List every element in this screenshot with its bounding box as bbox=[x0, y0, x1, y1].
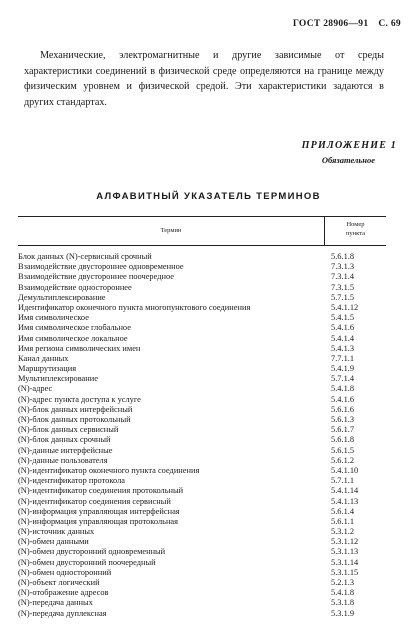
term-text: Канал данных bbox=[18, 353, 69, 363]
terms-list bbox=[18, 252, 386, 619]
clause-number: 5.2.1.3 bbox=[331, 578, 355, 587]
clause-number: 5.3.1.2 bbox=[331, 527, 355, 537]
term-text: Блок данных (N)-сервисный срочный bbox=[18, 252, 152, 261]
term-text: (N)-передача дуплексная bbox=[18, 608, 107, 618]
term-text: (N)-блок данных протокольный bbox=[18, 415, 131, 424]
clause-number: 5.4.1.12 bbox=[331, 302, 359, 312]
clause-number: 5.4.1.9 bbox=[331, 364, 355, 374]
term-text: (N)-блок данных сервисный bbox=[18, 425, 119, 435]
clause-number: 5.4.1.6 bbox=[331, 323, 355, 333]
clause-number: 5.6.1.7 bbox=[331, 425, 355, 435]
term-text: Имя символическое bbox=[18, 313, 89, 323]
clause-number: 7.3.1.4 bbox=[331, 272, 355, 282]
column-header-number bbox=[325, 220, 386, 238]
term-text: Демультиплексирование bbox=[18, 292, 106, 302]
term-text: (N)-идентификатор соединения сервисный bbox=[18, 496, 171, 506]
clause-number: 5.7.1.4 bbox=[331, 374, 355, 384]
term-text: Имя символическое глобальное bbox=[18, 323, 131, 333]
table-row bbox=[18, 334, 386, 344]
table-row bbox=[18, 425, 386, 435]
table-row bbox=[18, 507, 386, 517]
term-text: (N)-идентификатор протокола bbox=[18, 476, 125, 486]
term-text: (N)-отображение адресов bbox=[18, 588, 109, 598]
term-text: (N)-информация управляющая интерфейсная bbox=[18, 506, 180, 516]
table-row bbox=[18, 537, 386, 547]
table-row bbox=[18, 415, 386, 425]
table-row bbox=[18, 395, 386, 405]
clause-number: 5.3.1.12 bbox=[331, 537, 359, 547]
table-row bbox=[18, 252, 386, 262]
table-row bbox=[18, 283, 386, 293]
page-header bbox=[293, 19, 401, 29]
clause-number: 7.3.1.5 bbox=[331, 282, 355, 292]
table-row bbox=[18, 303, 386, 313]
table-row bbox=[18, 405, 386, 415]
clause-number: 5.6.1.8 bbox=[331, 252, 355, 261]
table-row bbox=[18, 466, 386, 476]
table-row bbox=[18, 354, 386, 364]
intro-paragraph: Механические, электромагнитные и другие зависимые от среды характеристики соединений в физической среде определяются на границе между физическим уровнем и физической средой. Эти характеристики задаются в других стандартах. bbox=[24, 50, 384, 108]
term-text: (N)-данные пользователя bbox=[18, 455, 108, 465]
clause-number: 5.6.1.3 bbox=[331, 415, 355, 424]
clause-number: 5.4.1.14 bbox=[331, 486, 359, 496]
table-row bbox=[18, 588, 386, 598]
table-row bbox=[18, 364, 386, 374]
clause-number: 5.7.1.1 bbox=[331, 476, 355, 486]
term-text: (N)-блок данных интерфейсный bbox=[18, 404, 133, 414]
term-text: Идентификатор оконечного пункта многопунктового соединения bbox=[18, 302, 251, 312]
clause-number: 5.4.1.8 bbox=[331, 588, 355, 598]
clause-number: 5.6.1.8 bbox=[331, 435, 355, 445]
table-row bbox=[18, 578, 386, 588]
table-row bbox=[18, 262, 386, 272]
appendix-label: ПРИЛОЖЕНИЕ 1 bbox=[301, 140, 397, 151]
term-text: (N)-обмен двусторонний поочередный bbox=[18, 557, 156, 567]
term-text: (N)-обмен данными bbox=[18, 537, 89, 547]
clause-number: 5.3.1.15 bbox=[331, 567, 359, 577]
table-row bbox=[18, 344, 386, 354]
term-text: (N)-идентификатор соединения протокольный bbox=[18, 486, 184, 496]
term-text: Имя символическое локальное bbox=[18, 333, 128, 343]
table-row bbox=[18, 374, 386, 384]
term-text: (N)-обмен односторонний bbox=[18, 567, 112, 577]
table-row bbox=[18, 476, 386, 486]
clause-number: 5.4.1.4 bbox=[331, 333, 355, 343]
term-text: (N)-передача данных bbox=[18, 598, 93, 608]
table-header bbox=[18, 216, 386, 246]
table-row bbox=[18, 527, 386, 537]
column-header-number-line2: пункта bbox=[345, 230, 366, 237]
clause-number: 5.3.1.14 bbox=[331, 557, 359, 567]
term-text: Имя региона символических имен bbox=[18, 343, 141, 353]
term-text: Мультиплексирование bbox=[18, 374, 98, 384]
table-row bbox=[18, 293, 386, 303]
clause-number: 5.7.1.5 bbox=[331, 292, 355, 302]
appendix-status: Обязательное bbox=[321, 155, 375, 165]
clause-number: 5.4.1.8 bbox=[331, 384, 355, 394]
term-text: (N)-объект логический bbox=[18, 578, 100, 587]
clause-number: 5.4.1.5 bbox=[331, 313, 355, 323]
clause-number: 5.3.1.8 bbox=[331, 598, 355, 608]
clause-number: 5.6.1.5 bbox=[331, 445, 355, 455]
standard-number: ГОСТ 28906—91 bbox=[292, 19, 369, 29]
page-number: С. 69 bbox=[378, 19, 401, 29]
clause-number: 5.6.1.6 bbox=[331, 404, 355, 414]
term-text: (N)-блок данных срочный bbox=[18, 435, 111, 445]
table-row bbox=[18, 272, 386, 282]
term-text: (N)-адрес bbox=[18, 384, 53, 394]
clause-number: 5.6.1.4 bbox=[331, 506, 355, 516]
clause-number: 5.6.1.2 bbox=[331, 455, 355, 465]
clause-number: 5.3.1.9 bbox=[331, 608, 355, 618]
table-row bbox=[18, 547, 386, 557]
term-text: (N)-адрес пункта доступа к услуге bbox=[18, 394, 141, 404]
table-row bbox=[18, 486, 386, 496]
term-text: (N)-данные интерфейсные bbox=[18, 445, 113, 455]
clause-number: 5.4.1.6 bbox=[331, 394, 355, 404]
table-row bbox=[18, 446, 386, 456]
table-row bbox=[18, 558, 386, 568]
term-text: Взаимодействие двустороннее одновременное bbox=[18, 262, 184, 272]
term-text: Маршрутизация bbox=[18, 364, 77, 374]
clause-number: 5.3.1.13 bbox=[331, 547, 359, 557]
clause-number: 5.6.1.1 bbox=[331, 516, 355, 526]
term-text: (N)-информация управляющая протокольная bbox=[18, 516, 178, 526]
table-row bbox=[18, 384, 386, 394]
column-header-number-line1: Номер bbox=[346, 221, 365, 228]
table-row bbox=[18, 517, 386, 527]
term-text: (N)-источник данных bbox=[18, 527, 95, 537]
clause-number: 7.7.1.1 bbox=[331, 353, 355, 363]
table-row bbox=[18, 313, 386, 323]
term-text: (N)-обмен двусторонний одновременный bbox=[18, 547, 166, 557]
term-text: (N)-идентификатор оконечного пункта соединения bbox=[18, 465, 200, 475]
term-text: Взаимодействие двустороннее поочередное bbox=[18, 272, 174, 282]
table-row bbox=[18, 435, 386, 445]
table-row bbox=[18, 456, 386, 466]
table-row bbox=[18, 497, 386, 507]
clause-number: 5.4.1.3 bbox=[331, 343, 355, 353]
table-row bbox=[18, 598, 386, 608]
term-text: Взаимодействие одностороннее bbox=[18, 282, 132, 292]
clause-number: 7.3.1.3 bbox=[331, 262, 355, 272]
clause-number: 5.4.1.13 bbox=[331, 496, 359, 506]
column-header-term: Термин bbox=[18, 217, 325, 245]
table-row bbox=[18, 568, 386, 578]
table-row bbox=[18, 323, 386, 333]
clause-number: 5.4.1.10 bbox=[331, 465, 359, 475]
table-row bbox=[18, 609, 386, 619]
index-title: АЛФАВИТНЫЙ УКАЗАТЕЛЬ ТЕРМИНОВ bbox=[96, 191, 321, 202]
